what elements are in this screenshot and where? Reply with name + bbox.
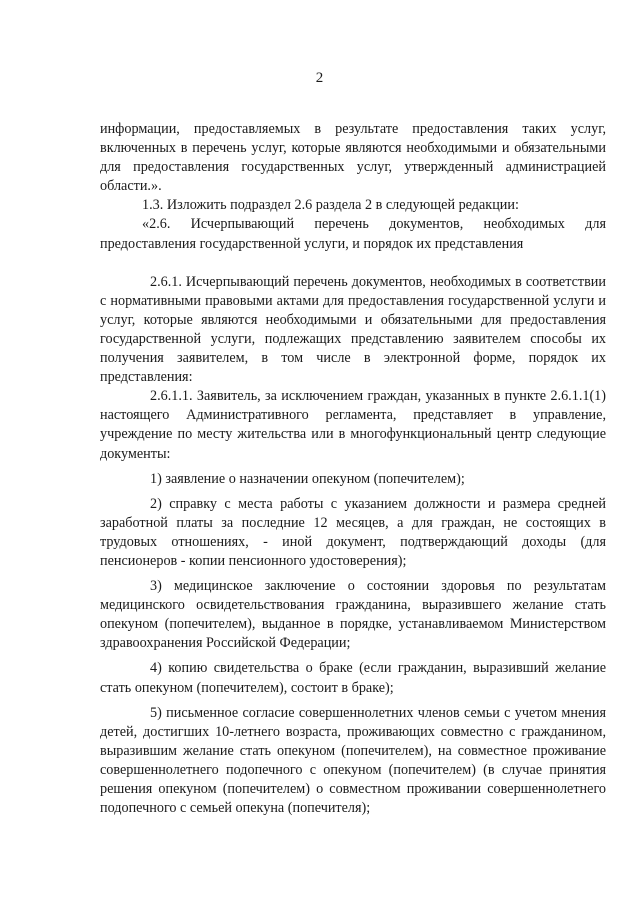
list-item-1: 1) заявление о назначении опекуном (попечителем); xyxy=(150,470,465,487)
page-number: 2 xyxy=(315,70,324,86)
paragraph-2-6-1-1: 2.6.1.1. Заявитель, за исключением граждан, указанных в пункте 2.6.1.1(1) настоящего Административного регламента, представляет в управление, учреждение по месту жительства или в многофункциональный центр следующие документы: xyxy=(100,388,606,462)
list-item-3: 3) медицинское заключение о состоянии здоровья по результатам медицинского освидетельствования гражданина, выразившего желание стать опекуном (попечителем), выданное в порядке, устанавливаемом Министерством здравоохранения Российской Федерации; xyxy=(100,578,606,652)
document-body xyxy=(100,120,606,818)
paragraph-continuation: информации, предоставляемых в результате предоставления таких услуг, включенных в перечень услуг, которые являются необходимыми и обязательными для предоставления государственных услуг, утвержденный администрацией области.». xyxy=(100,121,606,195)
list-item-2: 2) справку с места работы с указанием должности и размера средней заработной платы за последние 12 месяцев, а для граждан, не состоящих в трудовых отношениях, - иной документ, подтверждающий доходы (для пенсионеров - копии пенсионного удостоверения); xyxy=(100,495,606,569)
list-item-4: 4) копию свидетельства о браке (если гражданин, выразивший желание стать опекуном (попечителем), состоит в браке); xyxy=(100,660,606,696)
section-heading-2-6: «2.6. Исчерпывающий перечень документов, необходимых для предоставления государственной услуги, и порядок их представления xyxy=(100,216,606,252)
list-item-5: 5) письменное согласие совершеннолетних членов семьи с учетом мнения детей, достигших 10-летнего возраста, проживающих совместно с гражданином, выразившим желание стать опекуном (попечителем), на совместное проживание совершеннолетнего подопечного с опекуном (попечителем) (в случае принятия решения опекуном (попечителем) о совместном проживании совершеннолетнего подопечного с семьей опекуна (попечителя); xyxy=(100,704,606,817)
paragraph-amendment-1-3: 1.3. Изложить подраздел 2.6 раздела 2 в следующей редакции: xyxy=(142,197,519,214)
paragraph-2-6-1: 2.6.1. Исчерпывающий перечень документов, необходимых в соответствии с нормативными правовыми актами для предоставления государственной услуги и услуг, которые являются необходимыми и обязательными для предоставления государственной услуги, подлежащих представлению заявителем способы их получения заявителем, в том числе в электронной форме, порядок их представления: xyxy=(100,273,606,386)
